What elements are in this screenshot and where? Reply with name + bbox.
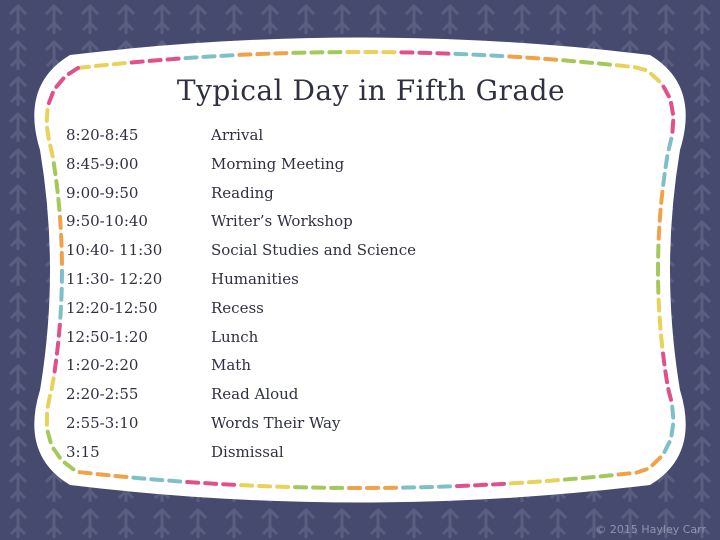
copyright-credit: © 2015 Hayley Carr bbox=[595, 523, 706, 536]
stitch-dash bbox=[509, 56, 520, 57]
stitch-dash bbox=[475, 485, 486, 486]
schedule-time: 2:20-2:55 bbox=[66, 385, 139, 404]
schedule-activity: Lunch bbox=[211, 327, 259, 346]
stitch-dash bbox=[133, 478, 144, 479]
schedule-activity: Arrival bbox=[211, 126, 264, 144]
stitch-dash bbox=[563, 60, 574, 61]
stitch-dash bbox=[168, 59, 179, 60]
schedule-row bbox=[0, 126, 720, 155]
schedule-activity: Writer’s Workshop bbox=[211, 212, 353, 231]
schedule-time: 8:45-9:00 bbox=[66, 154, 139, 173]
schedule-time: 10:40- 11:30 bbox=[66, 241, 163, 260]
schedule-time: 1:20-2:20 bbox=[66, 356, 139, 375]
stitch-dash bbox=[205, 483, 216, 484]
stitch-dash bbox=[223, 484, 234, 485]
schedule-time: 2:55-3:10 bbox=[66, 414, 139, 432]
stitch-dash bbox=[203, 56, 214, 57]
page-title: Typical Day in Fifth Grade bbox=[176, 74, 566, 107]
schedule-activity: Words Their Way bbox=[211, 414, 341, 432]
schedule-row bbox=[0, 385, 720, 414]
schedule-activity: Read Aloud bbox=[211, 385, 299, 404]
stitch-dash bbox=[491, 55, 502, 56]
schedule-activity: Reading bbox=[211, 183, 274, 202]
stitch-dash bbox=[96, 65, 107, 66]
stitch-dash bbox=[98, 474, 109, 475]
stitch-dash bbox=[565, 479, 576, 480]
schedule-activity: Social Studies and Science bbox=[211, 241, 416, 260]
schedule-time: 11:30- 12:20 bbox=[66, 270, 163, 288]
schedule-row bbox=[0, 356, 720, 385]
stitch-dash bbox=[115, 476, 126, 477]
schedule-time: 8:20-8:45 bbox=[66, 126, 139, 144]
stitch-dash bbox=[132, 62, 143, 63]
stitch-dash bbox=[151, 479, 162, 480]
schedule-row bbox=[0, 184, 720, 213]
schedule-time: 12:50-1:20 bbox=[66, 327, 148, 346]
schedule-row bbox=[0, 299, 720, 328]
schedule-time: 12:20-12:50 bbox=[66, 298, 158, 317]
schedule-activity: Morning Meeting bbox=[211, 154, 345, 173]
schedule-row bbox=[0, 270, 720, 299]
stitch-dash bbox=[150, 60, 161, 61]
stitch-dash bbox=[635, 67, 645, 70]
stitch-dash bbox=[581, 62, 592, 63]
schedule-activity: Dismissal bbox=[211, 442, 284, 461]
stitch-dash bbox=[473, 55, 484, 56]
schedule-time: 9:50-10:40 bbox=[66, 212, 148, 231]
schedule-row bbox=[0, 212, 720, 241]
schedule-activity: Humanities bbox=[211, 270, 299, 288]
stitch-dash bbox=[599, 63, 610, 64]
stitch-dash bbox=[511, 483, 522, 484]
stitch-dash bbox=[601, 475, 612, 476]
stitch-dash bbox=[617, 65, 628, 66]
schedule-time: 3:15 bbox=[66, 442, 100, 461]
stitch-dash bbox=[619, 473, 630, 474]
schedule-row bbox=[0, 414, 720, 443]
stitch-dash bbox=[169, 481, 180, 482]
stitch-dash bbox=[187, 482, 198, 483]
stitch-dash bbox=[493, 484, 504, 485]
stitch-dash bbox=[80, 472, 91, 473]
schedule-time: 9:00-9:50 bbox=[66, 183, 139, 202]
schedule-activity: Recess bbox=[211, 298, 264, 317]
schedule-activity: Math bbox=[211, 356, 251, 375]
stitch-dash bbox=[527, 58, 538, 59]
stitch-dash bbox=[221, 55, 232, 56]
schedule-row bbox=[0, 155, 720, 184]
stitch-dash bbox=[47, 110, 48, 121]
stitch-dash bbox=[239, 54, 250, 55]
stitch-dash bbox=[186, 57, 197, 58]
stitch-dash bbox=[545, 59, 556, 60]
schedule-row bbox=[0, 328, 720, 357]
stitch-dash bbox=[583, 477, 594, 478]
stitch-dash bbox=[241, 485, 252, 486]
schedule-row bbox=[0, 241, 720, 270]
schedule-row bbox=[0, 443, 720, 472]
stitch-dash bbox=[114, 63, 125, 64]
stitch-dash bbox=[547, 480, 558, 481]
stitch-dash bbox=[529, 481, 540, 482]
